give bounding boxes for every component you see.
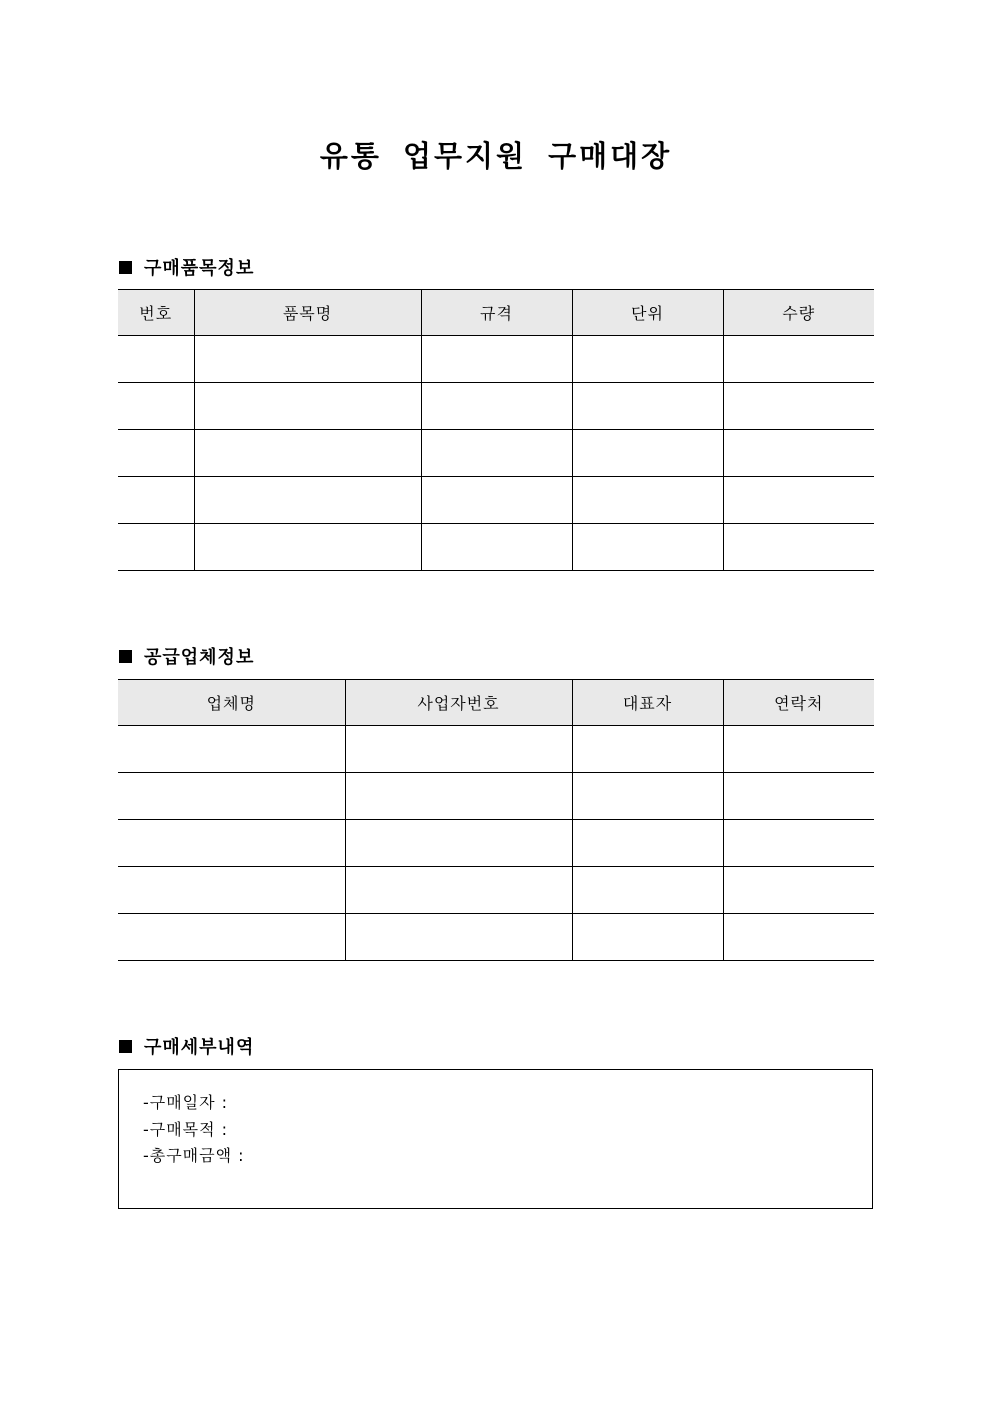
cell-representative[interactable]: [572, 867, 723, 914]
purchase-date-line: [143, 1090, 872, 1117]
cell-business-number[interactable]: [345, 773, 572, 820]
column-header-contact: 연락처: [723, 680, 874, 726]
black-square-icon: [119, 650, 132, 663]
cell-spec[interactable]: [421, 524, 572, 571]
table-row: [118, 914, 874, 961]
table-row: [118, 383, 874, 430]
cell-business-number[interactable]: [345, 867, 572, 914]
cell-company-name[interactable]: [118, 867, 345, 914]
cell-item-name[interactable]: [194, 383, 421, 430]
cell-number[interactable]: [118, 336, 194, 383]
cell-unit[interactable]: [572, 336, 723, 383]
column-header-spec: 규격: [421, 290, 572, 336]
cell-spec[interactable]: [421, 383, 572, 430]
column-header-number: 번호: [118, 290, 194, 336]
section-heading-details: [119, 1033, 254, 1059]
cell-unit[interactable]: [572, 524, 723, 571]
section-heading-items: [119, 254, 254, 280]
section-heading-label: 공급업체정보: [144, 647, 255, 668]
supplier-header-row: [118, 680, 874, 726]
table-row: [118, 524, 874, 571]
cell-number[interactable]: [118, 430, 194, 477]
cell-representative[interactable]: [572, 726, 723, 773]
cell-company-name[interactable]: [118, 773, 345, 820]
table-row: [118, 726, 874, 773]
section-heading-label: 구매세부내역: [144, 1037, 255, 1058]
cell-unit[interactable]: [572, 430, 723, 477]
cell-contact[interactable]: [723, 914, 874, 961]
cell-item-name[interactable]: [194, 524, 421, 571]
black-square-icon: [119, 1040, 132, 1053]
column-header-representative: 대표자: [572, 680, 723, 726]
cell-quantity[interactable]: [723, 477, 874, 524]
document-title: 유통 업무지원 구매대장: [319, 139, 673, 173]
cell-company-name[interactable]: [118, 820, 345, 867]
purchase-purpose-line: [143, 1117, 872, 1144]
cell-item-name[interactable]: [194, 430, 421, 477]
cell-contact[interactable]: [723, 820, 874, 867]
column-header-unit: 단위: [572, 290, 723, 336]
cell-number[interactable]: [118, 383, 194, 430]
table-row: [118, 477, 874, 524]
cell-representative[interactable]: [572, 820, 723, 867]
purchase-date-label: -구매일자 :: [143, 1093, 229, 1112]
cell-unit[interactable]: [572, 477, 723, 524]
column-header-company-name: 업체명: [118, 680, 345, 726]
column-header-item-name: 품목명: [194, 290, 421, 336]
cell-company-name[interactable]: [118, 914, 345, 961]
table-row: [118, 430, 874, 477]
cell-spec[interactable]: [421, 430, 572, 477]
column-header-quantity: 수량: [723, 290, 874, 336]
items-header-row: [118, 290, 874, 336]
supplier-table: [118, 679, 874, 961]
table-row: [118, 820, 874, 867]
cell-contact[interactable]: [723, 867, 874, 914]
purchase-purpose-label: -구매목적 :: [143, 1119, 229, 1139]
cell-item-name[interactable]: [194, 336, 421, 383]
cell-company-name[interactable]: [118, 726, 345, 773]
table-row: [118, 773, 874, 820]
total-amount-label: -총구매금액 :: [143, 1146, 245, 1165]
cell-business-number[interactable]: [345, 726, 572, 773]
cell-unit[interactable]: [572, 383, 723, 430]
cell-spec[interactable]: [421, 336, 572, 383]
purchase-details-box[interactable]: [118, 1069, 873, 1209]
cell-quantity[interactable]: [723, 524, 874, 571]
cell-item-name[interactable]: [194, 477, 421, 524]
cell-representative[interactable]: [572, 914, 723, 961]
cell-number[interactable]: [118, 524, 194, 571]
total-amount-line: [143, 1143, 872, 1170]
table-row: [118, 867, 874, 914]
section-heading-supplier: [119, 643, 254, 669]
black-square-icon: [119, 261, 132, 274]
cell-number[interactable]: [118, 477, 194, 524]
cell-spec[interactable]: [421, 477, 572, 524]
column-header-business-number: 사업자번호: [345, 680, 572, 726]
cell-business-number[interactable]: [345, 820, 572, 867]
section-heading-label: 구매품목정보: [144, 258, 255, 279]
cell-quantity[interactable]: [723, 336, 874, 383]
cell-contact[interactable]: [723, 726, 874, 773]
cell-business-number[interactable]: [345, 914, 572, 961]
items-table: [118, 289, 874, 571]
cell-quantity[interactable]: [723, 430, 874, 477]
table-row: [118, 336, 874, 383]
cell-representative[interactable]: [572, 773, 723, 820]
cell-quantity[interactable]: [723, 383, 874, 430]
cell-contact[interactable]: [723, 773, 874, 820]
